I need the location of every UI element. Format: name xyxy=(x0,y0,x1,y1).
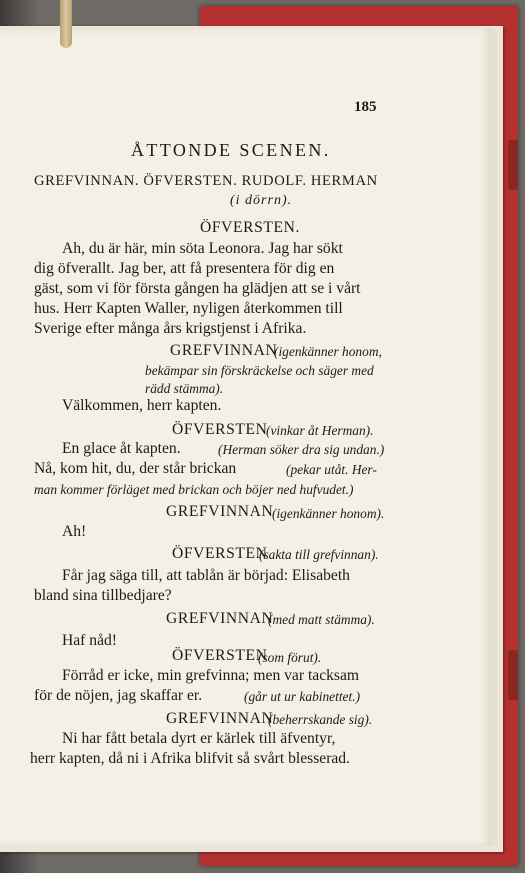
dialogue-line: bland sina tillbedjare? xyxy=(34,587,172,604)
dialogue-line: Får jag säga till, att tablån är börjad: Elisabeth xyxy=(62,567,350,584)
cover-tab xyxy=(508,650,518,700)
stage-direction: (sakta till grefvinnan). xyxy=(259,547,379,562)
dialogue-line: Ah! xyxy=(62,523,87,540)
dialogue-line: Ni har fått betala dyrt er kärlek till äfventyr, xyxy=(62,730,336,747)
speaker: GREFVINNAN xyxy=(166,710,274,727)
cast-list: GREFVINNAN. ÖFVERSTEN. RUDOLF. HERMAN xyxy=(34,173,378,189)
cover-tab xyxy=(508,140,518,190)
dialogue-line: herr kapten, då ni i Afrika blifvit så svårt blesserad. xyxy=(30,750,351,767)
stage-direction: bekämpar sin förskräckelse och säger med xyxy=(145,363,374,378)
speaker: GREFVINNAN xyxy=(166,610,274,627)
stage-direction: (Herman söker dra sig undan.) xyxy=(218,442,385,457)
stage-direction: rädd stämma). xyxy=(145,381,224,396)
page-edge xyxy=(489,30,497,844)
bookmark-ribbon xyxy=(60,0,72,48)
cast-note: (i dörrn). xyxy=(230,193,293,208)
dialogue-line: Förråd er icke, min grefvinna; men var tacksam xyxy=(62,667,360,684)
speaker: ÖFVERSTEN xyxy=(172,545,268,562)
scene-title: ÅTTONDE SCENEN. xyxy=(131,140,331,160)
stage-direction: (igenkänner honom, xyxy=(274,344,382,359)
dialogue-line: Nå, kom hit, du, der står brickan xyxy=(34,460,237,477)
stage-direction: (beherrskande sig). xyxy=(268,712,373,727)
stage-direction: (pekar utåt. Her- xyxy=(286,462,377,477)
dialogue-line: Haf nåd! xyxy=(62,632,117,649)
stage-direction: (med matt stämma). xyxy=(268,612,375,627)
dialogue-line: gäst, som vi för första gången ha glädjen att se i vårt xyxy=(34,280,361,297)
stage-direction: (igenkänner honom). xyxy=(272,506,385,521)
dialogue-line: hus. Herr Kapten Waller, nyligen återkommen till xyxy=(34,300,343,317)
speaker: ÖFVERSTEN xyxy=(172,421,268,438)
stage-direction: (går ut ur kabinettet.) xyxy=(244,689,361,704)
speaker: GREFVINNAN xyxy=(166,503,274,520)
stage-direction: (som förut). xyxy=(258,650,322,665)
dialogue-line: Ah, du är här, min söta Leonora. Jag har sökt xyxy=(62,240,343,257)
dialogue-line: Sverige efter många års krigstjenst i Afrika. xyxy=(34,320,307,337)
speaker: ÖFVERSTEN xyxy=(172,647,268,664)
page-number: 185 xyxy=(354,99,377,115)
speaker: GREFVINNAN xyxy=(170,342,278,359)
speaker: ÖFVERSTEN. xyxy=(200,219,301,236)
dialogue-line: Välkommen, herr kapten. xyxy=(62,397,222,414)
dialogue-line: dig öfverallt. Jag ber, att få presentera för dig en xyxy=(34,260,335,277)
dialogue-line: för de nöjen, jag skaffar er. xyxy=(34,687,203,704)
dialogue-line: En glace åt kapten. xyxy=(62,440,181,457)
stage-direction: (vinkar åt Herman). xyxy=(266,423,374,438)
stage-direction: man kommer förläget med brickan och böjer ned hufvudet.) xyxy=(34,482,354,497)
